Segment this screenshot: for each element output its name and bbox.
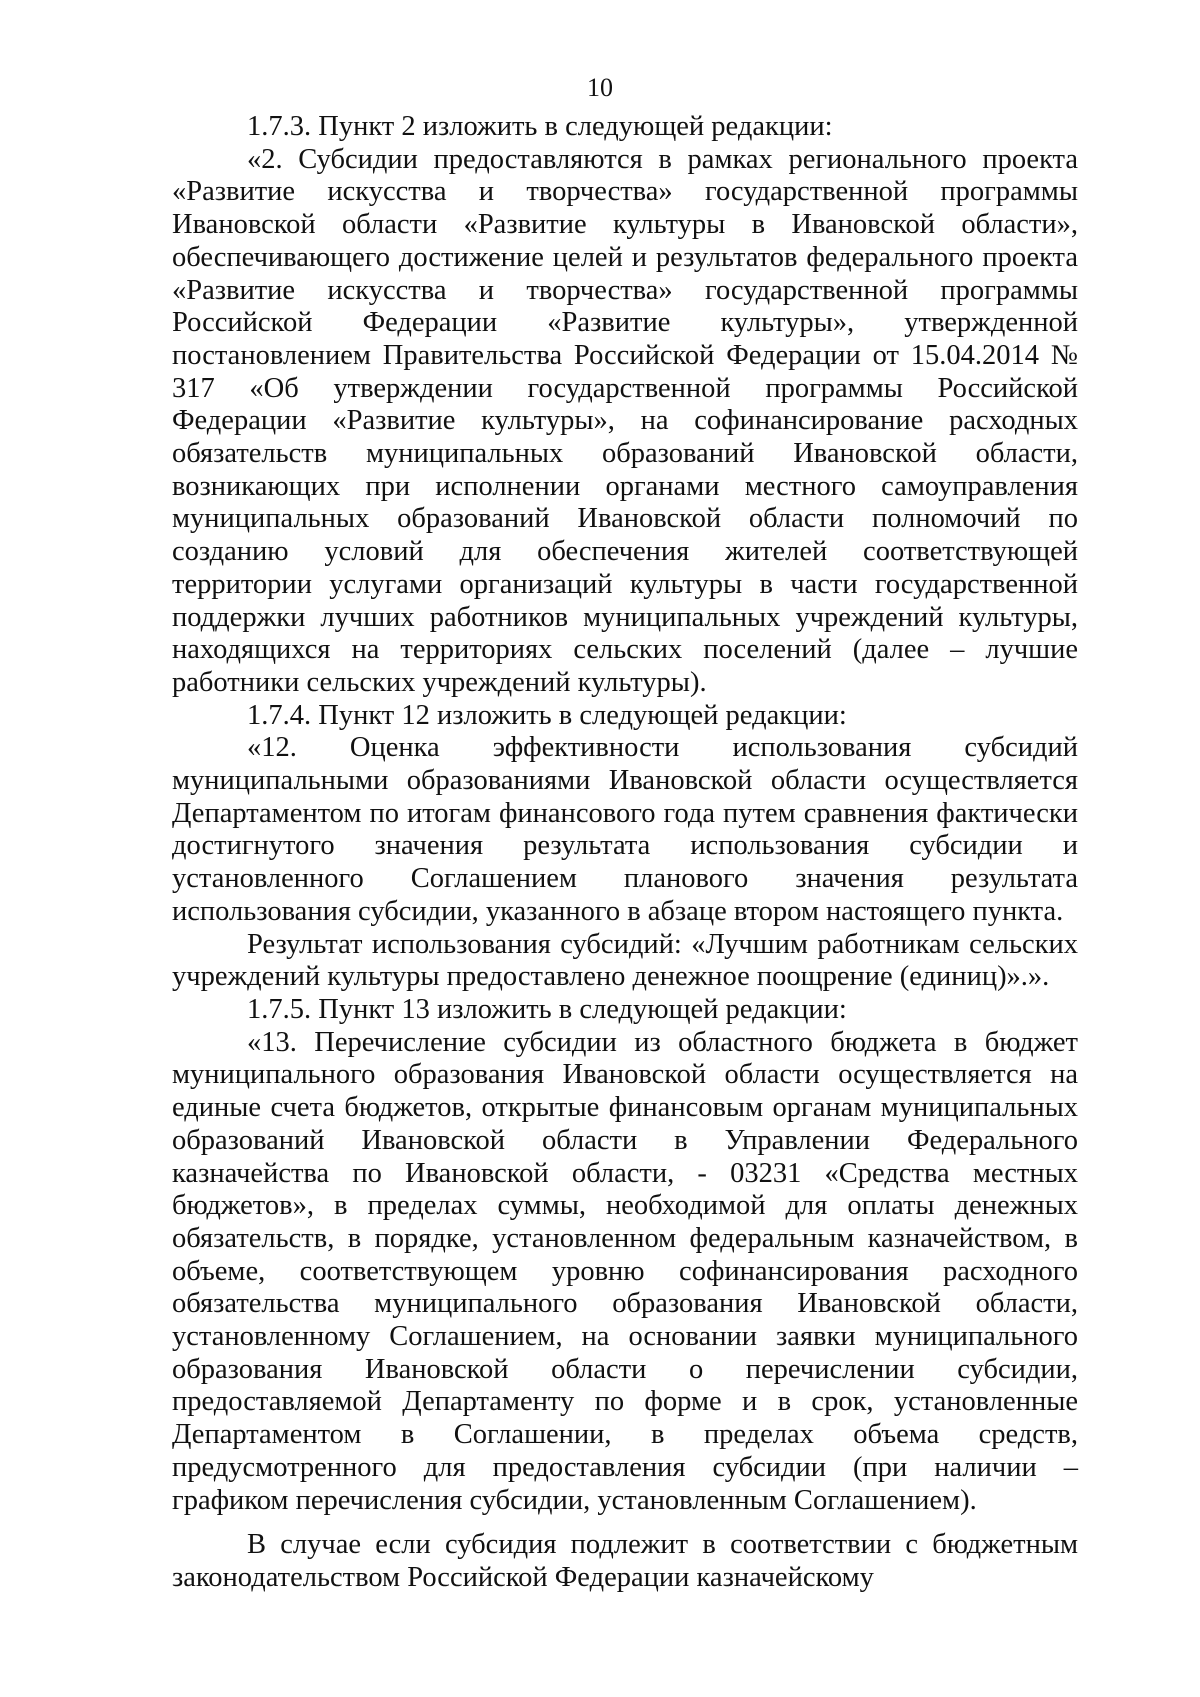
- paragraph-item-2: «2. Субсидии предоставляются в рамках регионального проекта «Развитие искусства и творчества» государственной программы Ивановской области «Развитие культуры в Ивановской области», обеспечивающего достижение целей и результатов федерального проекта «Развитие искусства и творчества» государственной программы Российской Федерации «Развитие культуры», утвержденной постановлением Правительства Российской Федерации от 15.04.2014 № 317 «Об утверждении государственной программы Российской Федерации «Развитие культуры», на софинансирование расходных обязательств муниципальных образований Ивановской области, возникающих при исполнении органами местного самоуправления муниципальных образований Ивановской области полномочий по созданию условий для обеспечения жителей соответствующей территории услугами организаций культуры в части государственной поддержки лучших работников муниципальных учреждений культуры, находящихся на территориях сельских поселений (далее – лучшие работники сельских учреждений культуры).: [172, 143, 1078, 698]
- paragraph-1-7-3: 1.7.3. Пункт 2 изложить в следующей редакции:: [247, 111, 833, 142]
- page-number: 10: [587, 73, 613, 102]
- paragraph-item-13: «13. Перечисление субсидии из областного бюджета в бюджет муниципального образования Ивановской области осуществляется на единые счета бюджетов, открытые финансовым органам муниципальных образований Ивановской области в Управлении Федерального казначейства по Ивановской области, - 03231 «Средства местных бюджетов», в пределах суммы, необходимой для оплаты денежных обязательств, в порядке, установленном федеральным казначейством, в объеме, соответствующем уровню софинансирования расходного обязательства муниципального образования Ивановской области, установленному Соглашением, на основании заявки муниципального образования Ивановской области о перечислении субсидии, предоставляемой Департаменту по форме и в срок, установленные Департаментом в Соглашении, в пределах объема средств, предусмотренного для предоставления субсидии (при наличии – графиком перечисления субсидии, установленным Соглашением).: [172, 1026, 1078, 1516]
- paragraph-item-12: «12. Оценка эффективности использования субсидий муниципальными образованиями Ивановской области осуществляется Департаментом по итогам финансового года путем сравнения фактически достигнутого значения результата использования субсидии и установленного Соглашением планового значения результата использования субсидии, указанного в абзаце втором настоящего пункта.: [172, 732, 1078, 927]
- paragraph-1-7-5: 1.7.5. Пункт 13 изложить в следующей редакции:: [247, 993, 847, 1025]
- paragraph-subsidy-result: Результат использования субсидий: «Лучшим работникам сельских учреждений культуры предоставлено денежное поощрение (единиц)».».: [172, 928, 1078, 993]
- paragraph-1-7-4: 1.7.4. Пункт 12 изложить в следующей редакции:: [247, 699, 847, 731]
- document-body: [172, 111, 1078, 1595]
- paragraph-treasury-case: В случае если субсидия подлежит в соответствии с бюджетным законодательством Российской Федерации казначейскому: [172, 1529, 1078, 1593]
